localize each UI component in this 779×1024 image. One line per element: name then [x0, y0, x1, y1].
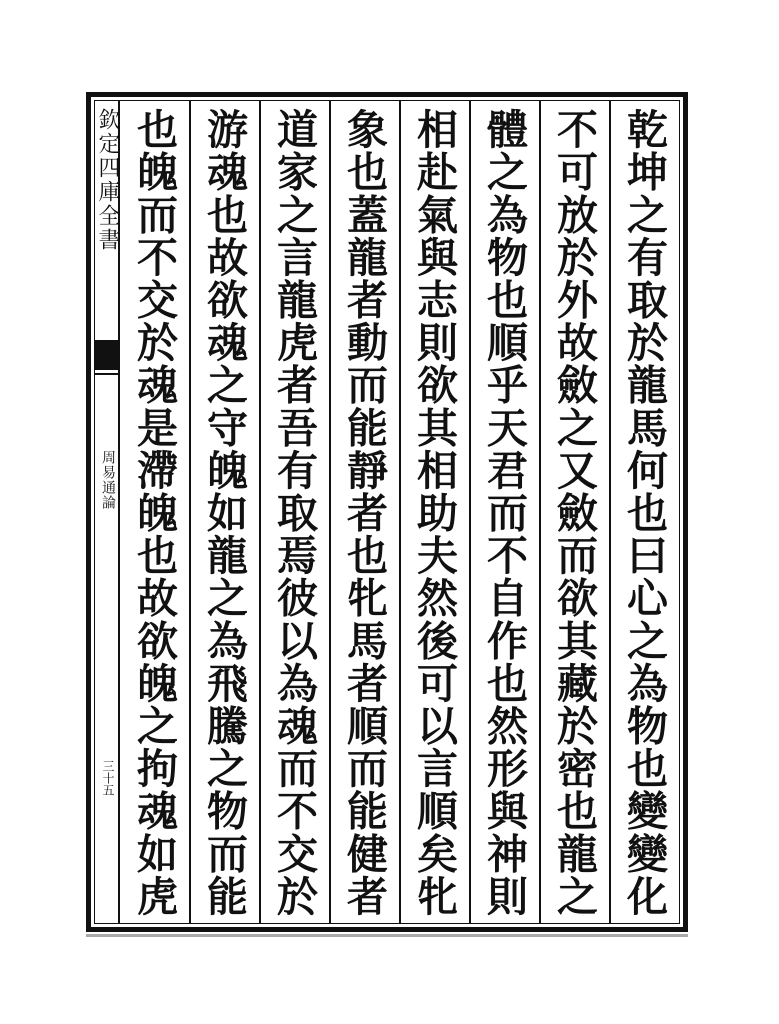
column-rule — [329, 100, 331, 924]
text-column-3: 體之為物也順乎天君而不自作也然形與神則 — [480, 108, 528, 918]
page-number: 三十五 — [101, 760, 115, 796]
margin-rule — [94, 373, 118, 375]
collection-title: 欽定四庫全書 — [95, 108, 120, 252]
fish-tail-mark — [94, 340, 118, 370]
margin-strip — [94, 100, 120, 924]
column-rule — [399, 100, 401, 924]
text-column-4: 相赴氣與志則欲其相助夫然後可以言順矣牝 — [410, 108, 458, 918]
text-column-5: 象也蓋龍者動而能靜者也牝馬者順而能健者 — [340, 108, 388, 918]
text-column-1: 乾坤之有取於龍馬何也曰心之為物也變變化 — [620, 108, 668, 918]
text-column-2: 不可放於外故斂之又斂而欲其藏於密也龍之 — [550, 108, 598, 918]
page-edge — [86, 934, 688, 937]
column-rule — [469, 100, 471, 924]
column-rule — [539, 100, 541, 924]
text-column-6: 道家之言龍虎者吾有取焉彼以為魂而不交於 — [270, 108, 318, 918]
column-rule — [609, 100, 611, 924]
book-title: 周易通論 — [100, 450, 116, 510]
text-column-8: 也魄而不交於魂是滯魄也故欲魄之拘魂如虎 — [130, 108, 178, 918]
column-rule — [259, 100, 261, 924]
text-column-7: 游魂也故欲魂之守魄如龍之為飛騰之物而能 — [200, 108, 248, 918]
column-rule — [189, 100, 191, 924]
